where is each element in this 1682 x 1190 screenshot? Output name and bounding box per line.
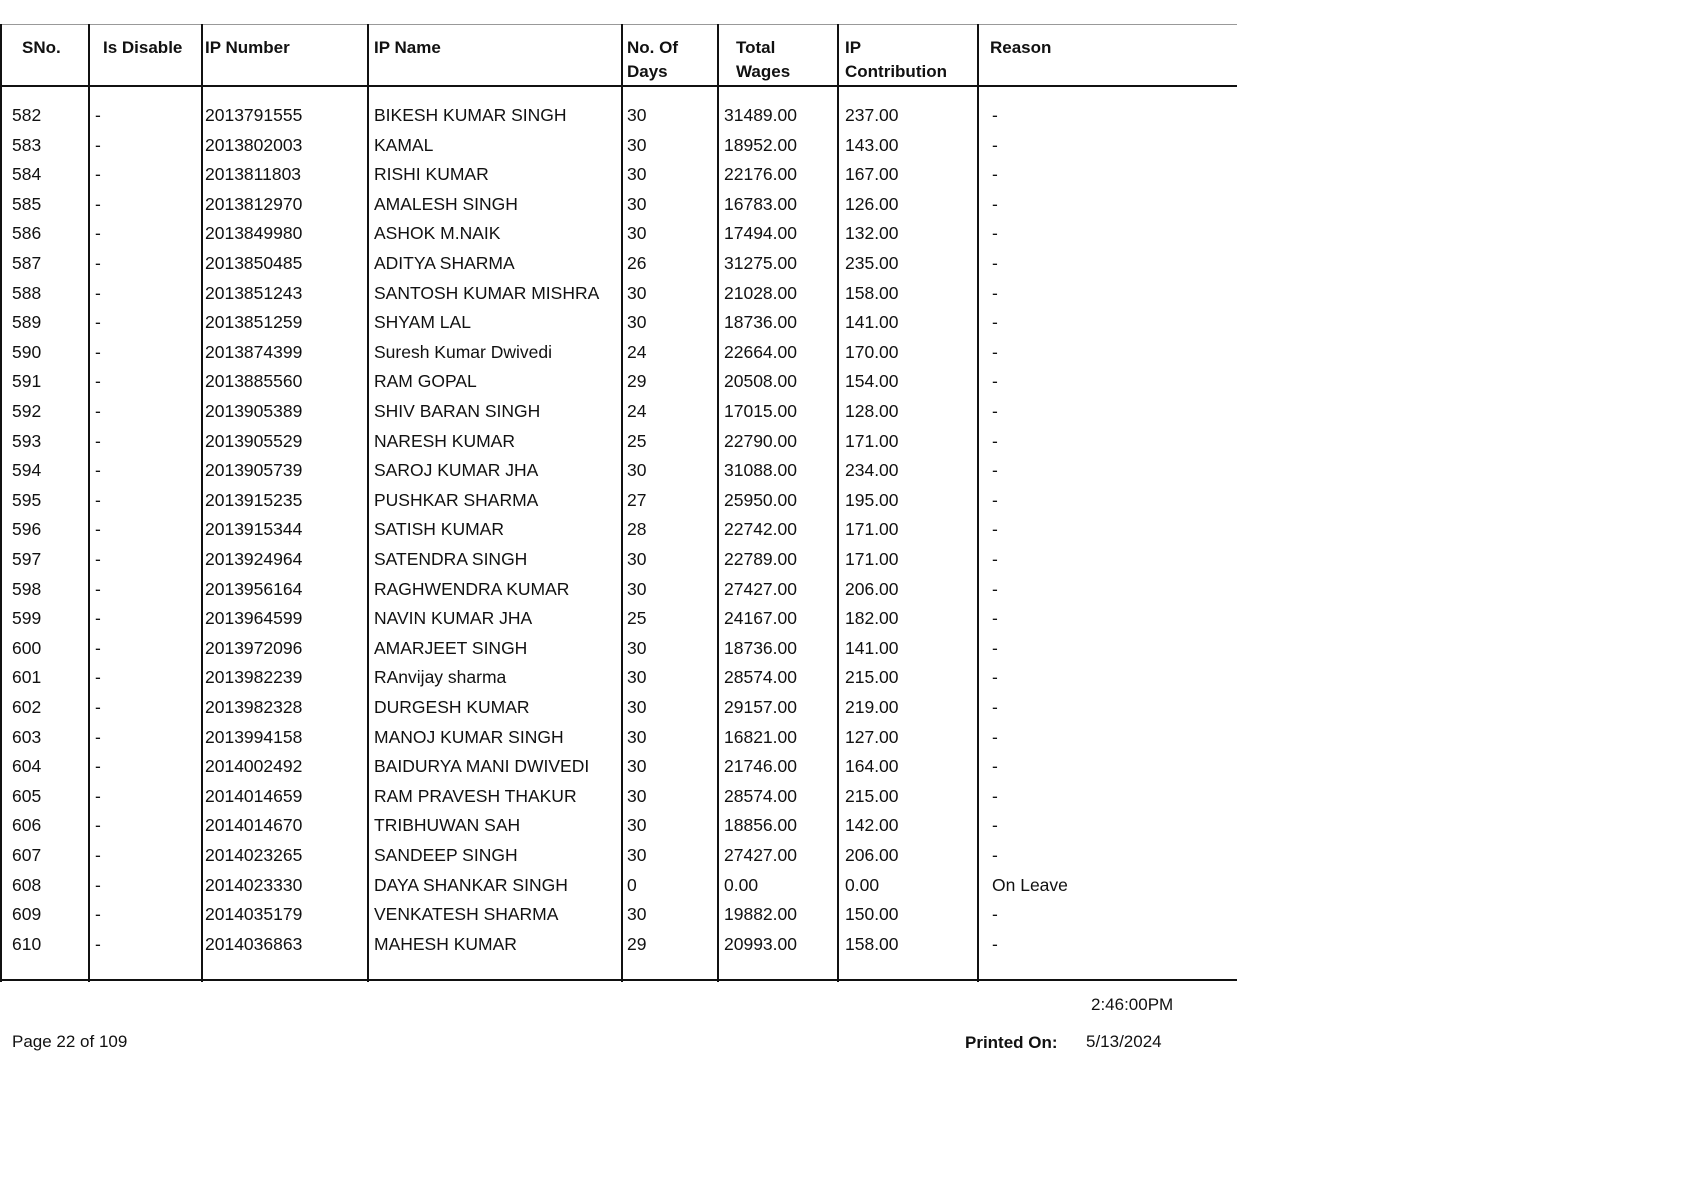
- cell-ip-name: SATISH KUMAR: [374, 519, 504, 540]
- contribution-table: [0, 24, 1237, 980]
- cell-is-disable: -: [95, 726, 101, 747]
- cell-ip-name: SAROJ KUMAR JHA: [374, 460, 539, 481]
- cell-ip-number: 2014023265: [205, 845, 303, 865]
- cell-ip-number: 2013982328: [205, 697, 303, 717]
- printed-on-date: 5/13/2024: [1086, 1032, 1162, 1051]
- header-wages-line2: Wages: [736, 62, 791, 81]
- cell-total-wages: 27427.00: [724, 845, 797, 865]
- cell-ip-contribution: 154.00: [845, 371, 899, 392]
- cell-total-wages: 16783.00: [724, 193, 797, 214]
- cell-ip-contribution: 150.00: [845, 904, 899, 925]
- cell-is-disable: -: [95, 904, 101, 925]
- cell-sno: 590: [12, 341, 42, 362]
- cell-sno: 606: [12, 815, 42, 836]
- cell-is-disable: -: [95, 845, 101, 865]
- cell-days: 30: [627, 904, 647, 925]
- cell-sno: 584: [12, 164, 42, 185]
- cell-total-wages: 22790.00: [724, 430, 797, 451]
- cell-is-disable: -: [95, 401, 101, 421]
- cell-sno: 607: [12, 845, 42, 865]
- cell-is-disable: -: [95, 608, 101, 629]
- cell-sno: 591: [12, 371, 42, 392]
- header-reason: Reason: [990, 38, 1052, 57]
- cell-days: 24: [627, 341, 647, 362]
- cell-sno: 609: [12, 904, 42, 925]
- cell-reason: -: [992, 430, 998, 451]
- cell-ip-name: PUSHKAR SHARMA: [374, 489, 539, 510]
- cell-days: 30: [627, 134, 647, 155]
- table-top-rule: [0, 24, 1237, 25]
- cell-is-disable: -: [95, 578, 101, 599]
- cell-total-wages: 29157.00: [724, 697, 797, 717]
- cell-sno: 600: [12, 637, 42, 658]
- cell-ip-contribution: 171.00: [845, 430, 899, 451]
- cell-reason: -: [992, 845, 998, 865]
- cell-ip-number: 2013972096: [205, 637, 303, 658]
- cell-total-wages: 22789.00: [724, 549, 797, 569]
- cell-ip-name: NARESH KUMAR: [374, 430, 515, 451]
- header-contribution-line2: Contribution: [845, 62, 947, 81]
- cell-ip-number: 2013812970: [205, 193, 303, 214]
- cell-ip-contribution: 215.00: [845, 667, 899, 688]
- header-is-disable: Is Disable: [103, 38, 183, 57]
- cell-reason: -: [992, 549, 998, 569]
- cell-ip-contribution: 141.00: [845, 312, 899, 333]
- cell-days: 29: [627, 933, 647, 954]
- cell-total-wages: 31489.00: [724, 105, 797, 125]
- header-contribution-line1: IP: [845, 38, 862, 57]
- cell-reason: -: [992, 815, 998, 836]
- cell-is-disable: -: [95, 637, 101, 658]
- header-ip-name: IP Name: [374, 38, 441, 57]
- cell-days: 30: [627, 697, 647, 717]
- cell-reason: -: [992, 726, 998, 747]
- cell-is-disable: -: [95, 312, 101, 333]
- cell-is-disable: -: [95, 223, 101, 244]
- cell-total-wages: 21746.00: [724, 756, 797, 777]
- cell-ip-contribution: 171.00: [845, 549, 899, 569]
- cell-ip-number: 2014036863: [205, 933, 303, 954]
- cell-days: 30: [627, 845, 647, 865]
- cell-reason: -: [992, 223, 998, 244]
- cell-total-wages: 18952.00: [724, 134, 797, 155]
- cell-sno: 608: [12, 874, 42, 895]
- cell-ip-number: 2013905389: [205, 401, 303, 421]
- cell-reason: -: [992, 608, 998, 629]
- cell-is-disable: -: [95, 785, 101, 806]
- cell-is-disable: -: [95, 430, 101, 451]
- cell-days: 30: [627, 549, 647, 569]
- cell-reason: -: [992, 134, 998, 155]
- cell-ip-name: SANDEEP SINGH: [374, 845, 518, 865]
- cell-ip-name: BAIDURYA MANI DWIVEDI: [374, 756, 590, 777]
- cell-ip-contribution: 158.00: [845, 933, 899, 954]
- header-ip-number: IP Number: [205, 38, 290, 57]
- cell-ip-name: AMALESH SINGH: [374, 193, 518, 214]
- cell-days: 29: [627, 371, 647, 392]
- cell-sno: 610: [12, 933, 42, 954]
- cell-total-wages: 17494.00: [724, 223, 797, 244]
- cell-is-disable: -: [95, 489, 101, 510]
- cell-sno: 594: [12, 460, 42, 481]
- cell-reason: -: [992, 193, 998, 214]
- cell-total-wages: 28574.00: [724, 667, 797, 688]
- cell-days: 30: [627, 282, 647, 303]
- column-divider: [621, 24, 623, 982]
- cell-ip-name: SANTOSH KUMAR MISHRA: [374, 282, 600, 303]
- cell-sno: 588: [12, 282, 42, 303]
- cell-ip-name: RAnvijay sharma: [374, 667, 507, 688]
- cell-is-disable: -: [95, 933, 101, 954]
- cell-is-disable: -: [95, 193, 101, 214]
- cell-ip-number: 2013802003: [205, 134, 303, 155]
- cell-reason: -: [992, 460, 998, 481]
- cell-reason: -: [992, 312, 998, 333]
- cell-ip-number: 2013982239: [205, 667, 303, 688]
- column-divider: [0, 24, 2, 982]
- cell-is-disable: -: [95, 164, 101, 185]
- cell-is-disable: -: [95, 282, 101, 303]
- cell-ip-contribution: 206.00: [845, 578, 899, 599]
- cell-days: 30: [627, 312, 647, 333]
- cell-sno: 583: [12, 134, 42, 155]
- cell-ip-number: 2013811803: [205, 164, 302, 185]
- cell-reason: -: [992, 667, 998, 688]
- cell-total-wages: 28574.00: [724, 785, 797, 806]
- cell-ip-name: DAYA SHANKAR SINGH: [374, 874, 568, 895]
- cell-days: 25: [627, 608, 647, 629]
- cell-ip-number: 2014002492: [205, 756, 303, 777]
- cell-ip-name: ASHOK M.NAIK: [374, 223, 501, 244]
- cell-sno: 585: [12, 193, 42, 214]
- cell-ip-contribution: 219.00: [845, 697, 899, 717]
- cell-total-wages: 18856.00: [724, 815, 797, 836]
- cell-sno: 589: [12, 312, 42, 333]
- cell-sno: 601: [12, 667, 42, 688]
- header-sno: SNo.: [22, 38, 61, 57]
- cell-sno: 586: [12, 223, 42, 244]
- cell-total-wages: 18736.00: [724, 637, 797, 658]
- cell-ip-contribution: 128.00: [845, 401, 899, 421]
- cell-sno: 593: [12, 430, 42, 451]
- cell-ip-number: 2013924964: [205, 549, 303, 569]
- cell-is-disable: -: [95, 815, 101, 836]
- cell-ip-number: 2013874399: [205, 341, 303, 362]
- cell-reason: -: [992, 282, 998, 303]
- table-bottom-rule: [0, 979, 1237, 981]
- cell-reason: -: [992, 756, 998, 777]
- cell-ip-name: DURGESH KUMAR: [374, 697, 530, 717]
- column-divider: [837, 24, 839, 982]
- cell-days: 30: [627, 756, 647, 777]
- print-time: 2:46:00PM: [1091, 995, 1174, 1014]
- cell-ip-number: 2013905529: [205, 430, 303, 451]
- column-divider: [88, 24, 90, 982]
- cell-ip-name: RISHI KUMAR: [374, 164, 489, 185]
- cell-days: 24: [627, 401, 647, 421]
- column-divider: [717, 24, 719, 982]
- cell-ip-contribution: 0.00: [845, 874, 880, 895]
- cell-reason: -: [992, 519, 998, 540]
- cell-ip-name: KAMAL: [374, 134, 434, 155]
- cell-sno: 598: [12, 578, 42, 599]
- cell-ip-contribution: 235.00: [845, 253, 899, 273]
- cell-ip-name: VENKATESH SHARMA: [374, 904, 559, 925]
- cell-ip-contribution: 182.00: [845, 608, 899, 629]
- cell-reason: On Leave: [992, 874, 1068, 895]
- cell-reason: -: [992, 253, 998, 273]
- cell-ip-number: 2014035179: [205, 904, 303, 925]
- cell-days: 30: [627, 164, 647, 185]
- cell-reason: -: [992, 401, 998, 421]
- cell-total-wages: 22742.00: [724, 519, 797, 540]
- cell-ip-name: NAVIN KUMAR JHA: [374, 608, 533, 629]
- cell-days: 25: [627, 430, 647, 451]
- cell-total-wages: 18736.00: [724, 312, 797, 333]
- cell-ip-number: 2013851259: [205, 312, 303, 333]
- cell-is-disable: -: [95, 460, 101, 481]
- cell-ip-number: 2013851243: [205, 282, 303, 303]
- cell-total-wages: 22176.00: [724, 164, 797, 185]
- cell-sno: 599: [12, 608, 42, 629]
- cell-ip-contribution: 126.00: [845, 193, 899, 214]
- cell-ip-contribution: 158.00: [845, 282, 899, 303]
- cell-reason: -: [992, 637, 998, 658]
- cell-total-wages: 19882.00: [724, 904, 797, 925]
- cell-ip-name: ADITYA SHARMA: [374, 253, 515, 273]
- cell-sno: 596: [12, 519, 42, 540]
- cell-ip-name: SATENDRA SINGH: [374, 549, 528, 569]
- cell-is-disable: -: [95, 134, 101, 155]
- cell-ip-name: RAGHWENDRA KUMAR: [374, 578, 570, 599]
- cell-days: 26: [627, 253, 647, 273]
- cell-ip-number: 2013994158: [205, 726, 303, 747]
- cell-ip-number: 2013915235: [205, 489, 303, 510]
- column-divider: [977, 24, 979, 982]
- cell-is-disable: -: [95, 756, 101, 777]
- cell-days: 30: [627, 785, 647, 806]
- cell-total-wages: 25950.00: [724, 489, 797, 510]
- cell-ip-number: 2014014670: [205, 815, 303, 836]
- cell-is-disable: -: [95, 341, 101, 362]
- cell-total-wages: 20993.00: [724, 933, 797, 954]
- cell-is-disable: -: [95, 253, 101, 273]
- cell-is-disable: -: [95, 667, 101, 688]
- cell-ip-contribution: 142.00: [845, 815, 899, 836]
- cell-ip-contribution: 195.00: [845, 489, 899, 510]
- cell-total-wages: 22664.00: [724, 341, 797, 362]
- cell-days: 30: [627, 726, 647, 747]
- cell-ip-number: 2013850485: [205, 253, 303, 273]
- cell-ip-name: TRIBHUWAN SAH: [374, 815, 521, 836]
- column-divider: [367, 24, 369, 982]
- cell-is-disable: -: [95, 519, 101, 540]
- cell-days: 30: [627, 578, 647, 599]
- cell-is-disable: -: [95, 549, 101, 569]
- cell-total-wages: 24167.00: [724, 608, 797, 629]
- cell-ip-name: BIKESH KUMAR SINGH: [374, 105, 567, 125]
- cell-ip-name: SHYAM LAL: [374, 312, 471, 333]
- cell-days: 30: [627, 193, 647, 214]
- cell-reason: -: [992, 785, 998, 806]
- cell-sno: 597: [12, 549, 42, 569]
- cell-days: 30: [627, 223, 647, 244]
- printed-on-label: Printed On:: [965, 1033, 1058, 1052]
- cell-reason: -: [992, 697, 998, 717]
- cell-ip-contribution: 164.00: [845, 756, 899, 777]
- column-divider: [201, 24, 203, 982]
- cell-ip-number: 2013791555: [205, 105, 303, 125]
- cell-reason: -: [992, 578, 998, 599]
- cell-ip-name: MANOJ KUMAR SINGH: [374, 726, 564, 747]
- cell-ip-contribution: 127.00: [845, 726, 899, 747]
- cell-is-disable: -: [95, 874, 101, 895]
- header-wages-line1: Total: [736, 38, 776, 57]
- cell-total-wages: 0.00: [724, 874, 759, 895]
- cell-ip-contribution: 143.00: [845, 134, 899, 155]
- cell-ip-name: Suresh Kumar Dwivedi: [374, 341, 552, 362]
- cell-ip-number: 2013885560: [205, 371, 303, 392]
- cell-ip-contribution: 234.00: [845, 460, 899, 481]
- cell-ip-contribution: 170.00: [845, 341, 899, 362]
- cell-ip-number: 2013915344: [205, 519, 303, 540]
- cell-days: 30: [627, 815, 647, 836]
- cell-ip-contribution: 132.00: [845, 223, 899, 244]
- cell-ip-contribution: 141.00: [845, 637, 899, 658]
- cell-sno: 592: [12, 401, 42, 421]
- cell-sno: 603: [12, 726, 42, 747]
- cell-ip-number: 2014014659: [205, 785, 303, 806]
- cell-ip-name: MAHESH KUMAR: [374, 933, 517, 954]
- cell-sno: 602: [12, 697, 42, 717]
- cell-is-disable: -: [95, 371, 101, 392]
- cell-ip-number: 2013849980: [205, 223, 303, 244]
- cell-ip-number: 2013956164: [205, 578, 303, 599]
- cell-sno: 595: [12, 489, 42, 510]
- cell-days: 30: [627, 667, 647, 688]
- cell-ip-number: 2013964599: [205, 608, 303, 629]
- cell-reason: -: [992, 164, 998, 185]
- cell-reason: -: [992, 105, 998, 125]
- cell-reason: -: [992, 371, 998, 392]
- cell-sno: 587: [12, 253, 42, 273]
- cell-total-wages: 27427.00: [724, 578, 797, 599]
- cell-days: 30: [627, 105, 647, 125]
- cell-ip-contribution: 237.00: [845, 105, 899, 125]
- cell-ip-contribution: 171.00: [845, 519, 899, 540]
- cell-ip-name: AMARJEET SINGH: [374, 637, 528, 658]
- cell-ip-contribution: 215.00: [845, 785, 899, 806]
- cell-days: 27: [627, 489, 647, 510]
- cell-total-wages: 21028.00: [724, 282, 797, 303]
- header-days-line2: Days: [627, 62, 668, 81]
- cell-days: 30: [627, 460, 647, 481]
- cell-days: 30: [627, 637, 647, 658]
- cell-reason: -: [992, 489, 998, 510]
- cell-total-wages: 31275.00: [724, 253, 797, 273]
- cell-total-wages: 20508.00: [724, 371, 797, 392]
- cell-ip-contribution: 167.00: [845, 164, 899, 185]
- cell-ip-contribution: 206.00: [845, 845, 899, 865]
- cell-total-wages: 16821.00: [724, 726, 797, 747]
- cell-sno: 604: [12, 756, 42, 777]
- cell-reason: -: [992, 904, 998, 925]
- cell-reason: -: [992, 341, 998, 362]
- cell-sno: 582: [12, 105, 42, 125]
- cell-ip-name: RAM PRAVESH THAKUR: [374, 785, 577, 806]
- cell-total-wages: 31088.00: [724, 460, 797, 481]
- header-days-line1: No. Of: [627, 38, 678, 57]
- cell-sno: 605: [12, 785, 42, 806]
- cell-total-wages: 17015.00: [724, 401, 797, 421]
- cell-days: 28: [627, 519, 647, 540]
- cell-reason: -: [992, 933, 998, 954]
- header-bottom-rule: [0, 85, 1237, 87]
- cell-days: 0: [627, 874, 637, 895]
- cell-is-disable: -: [95, 697, 101, 717]
- page-number: Page 22 of 109: [12, 1032, 128, 1051]
- cell-ip-name: RAM GOPAL: [374, 371, 477, 392]
- cell-ip-number: 2013905739: [205, 460, 303, 481]
- cell-ip-number: 2014023330: [205, 874, 303, 895]
- cell-ip-name: SHIV BARAN SINGH: [374, 401, 541, 421]
- cell-is-disable: -: [95, 105, 101, 125]
